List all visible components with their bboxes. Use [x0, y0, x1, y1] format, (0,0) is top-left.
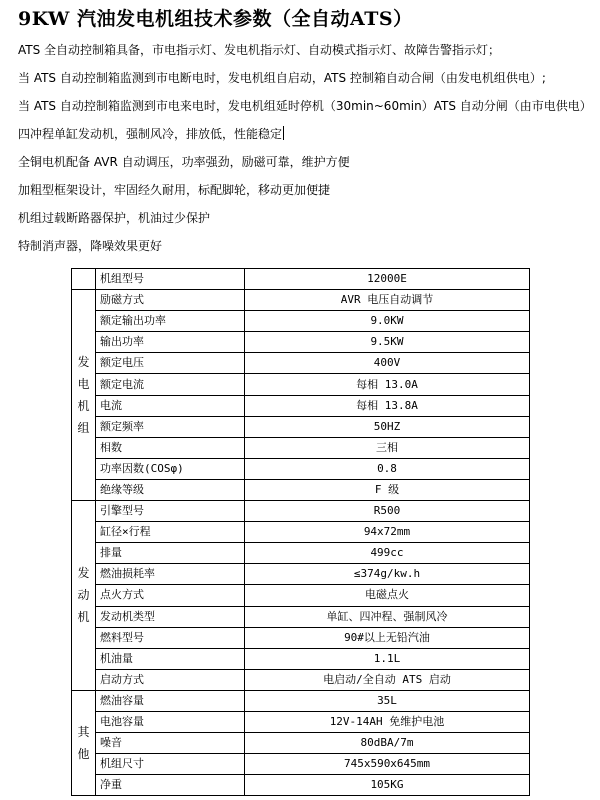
spec-value: 499cc — [245, 543, 530, 564]
spec-label: 相数 — [96, 437, 245, 458]
table-row — [72, 458, 530, 479]
text-cursor — [283, 126, 284, 140]
spec-label: 额定输出功率 — [96, 311, 245, 332]
group-label — [72, 501, 96, 691]
spec-value: 每相 13.8A — [245, 395, 530, 416]
page-title: 9KW 汽油发电机组技术参数（全自动ATS） — [18, 8, 413, 30]
group-label-char: 电 — [77, 377, 90, 392]
spec-value: 94x72mm — [245, 522, 530, 543]
spec-label: 额定电压 — [96, 353, 245, 374]
spec-label: 燃油损耗率 — [96, 564, 245, 585]
spec-value: 400V — [245, 353, 530, 374]
spec-label: 燃料型号 — [96, 627, 245, 648]
feature-ats-power-on: 当 ATS 自动控制箱监测到市电来电时，发电机组延时停机（30min~60min）ATS 自动分闸（由市电供电） — [18, 99, 592, 113]
table-row — [72, 669, 530, 690]
spec-value: F 级 — [245, 479, 530, 500]
spec-label: 电池容量 — [96, 711, 245, 732]
table-row — [72, 311, 530, 332]
spec-value: 单缸、四冲程、强制风冷 — [245, 606, 530, 627]
table-row — [72, 522, 530, 543]
spec-label: 缸径×行程 — [96, 522, 245, 543]
group-label-char: 机 — [77, 610, 90, 625]
spec-value: 每相 13.0A — [245, 374, 530, 395]
table-row — [72, 479, 530, 500]
group-label-char: 其 — [77, 725, 90, 740]
spec-label: 功率因数(COSφ) — [96, 458, 245, 479]
spec-value: AVR 电压自动调节 — [245, 290, 530, 311]
group-label-char: 发 — [77, 566, 90, 581]
table-row — [72, 416, 530, 437]
table-row — [72, 543, 530, 564]
table-row — [72, 332, 530, 353]
spec-value: ≤374g/kw.h — [245, 564, 530, 585]
table-row — [72, 627, 530, 648]
spec-table — [71, 268, 530, 796]
spec-label: 噪音 — [96, 733, 245, 754]
spec-value: R500 — [245, 501, 530, 522]
table-row — [72, 353, 530, 374]
table-row — [72, 269, 530, 290]
group-label-char: 动 — [77, 588, 90, 603]
spec-label: 引擎型号 — [96, 501, 245, 522]
spec-value: 1.1L — [245, 648, 530, 669]
spec-label: 机组型号 — [96, 269, 245, 290]
spec-label: 发动机类型 — [96, 606, 245, 627]
table-row — [72, 437, 530, 458]
spec-label: 电流 — [96, 395, 245, 416]
spec-value: 三相 — [245, 437, 530, 458]
table-row — [72, 585, 530, 606]
table-row — [72, 564, 530, 585]
table-row — [72, 395, 530, 416]
spec-label: 净重 — [96, 775, 245, 796]
group-label — [72, 290, 96, 501]
spec-value: 12V-14AH 免维护电池 — [245, 711, 530, 732]
group-label-char: 他 — [77, 747, 90, 762]
spec-value: 9.0KW — [245, 311, 530, 332]
spec-value: 90#以上无铅汽油 — [245, 627, 530, 648]
spec-value: 0.8 — [245, 458, 530, 479]
spec-value: 电启动/全自动 ATS 启动 — [245, 669, 530, 690]
spec-label: 点火方式 — [96, 585, 245, 606]
spec-label: 额定频率 — [96, 416, 245, 437]
table-row — [72, 733, 530, 754]
spec-value: 电磁点火 — [245, 585, 530, 606]
feature-ats-indicators: ATS 全自动控制箱具备，市电指示灯、发电机指示灯、自动模式指示灯、故障告警指示灯； — [18, 43, 501, 57]
feature-engine — [18, 125, 284, 142]
table-row — [72, 711, 530, 732]
table-row — [72, 648, 530, 669]
group-label — [72, 690, 96, 795]
spec-label: 输出功率 — [96, 332, 245, 353]
table-row — [72, 754, 530, 775]
table-row — [72, 775, 530, 796]
spec-table-body — [72, 269, 530, 796]
feature-ats-power-off: 当 ATS 自动控制箱监测到市电断电时，发电机组自启动，ATS 控制箱自动合闸（由发电机组供电）; — [18, 71, 546, 85]
feature-frame: 加粗型框架设计，牢固经久耐用，标配脚轮，移动更加便捷 — [18, 183, 331, 197]
spec-label: 启动方式 — [96, 669, 245, 690]
table-row — [72, 290, 530, 311]
spec-value: 9.5KW — [245, 332, 530, 353]
feature-protection: 机组过载断路器保护，机油过少保护 — [18, 211, 211, 225]
group-label-char: 组 — [77, 421, 90, 436]
spec-label: 励磁方式 — [96, 290, 245, 311]
spec-value: 12000E — [245, 269, 530, 290]
table-row — [72, 374, 530, 395]
spec-label: 额定电流 — [96, 374, 245, 395]
table-row — [72, 606, 530, 627]
spec-value: 35L — [245, 690, 530, 711]
table-row — [72, 501, 530, 522]
spec-value: 105KG — [245, 775, 530, 796]
group-label-char: 机 — [77, 399, 90, 414]
spec-label: 排量 — [96, 543, 245, 564]
spec-value: 50HZ — [245, 416, 530, 437]
feature-alternator: 全铜电机配备 AVR 自动调压，功率强劲，励磁可靠，维护方便 — [18, 155, 350, 169]
spec-label: 绝缘等级 — [96, 479, 245, 500]
group-label-char: 发 — [77, 355, 90, 370]
feature-muffler: 特制消声器，降噪效果更好 — [18, 239, 163, 253]
spec-value: 745x590x645mm — [245, 754, 530, 775]
table-row — [72, 690, 530, 711]
spec-label: 机油量 — [96, 648, 245, 669]
feature-engine-text: 四冲程单缸发动机，强制风冷，排放低，性能稳定 — [18, 127, 283, 141]
group-cell-empty — [72, 269, 96, 290]
spec-label: 燃油容量 — [96, 690, 245, 711]
spec-value: 80dBA/7m — [245, 733, 530, 754]
spec-label: 机组尺寸 — [96, 754, 245, 775]
